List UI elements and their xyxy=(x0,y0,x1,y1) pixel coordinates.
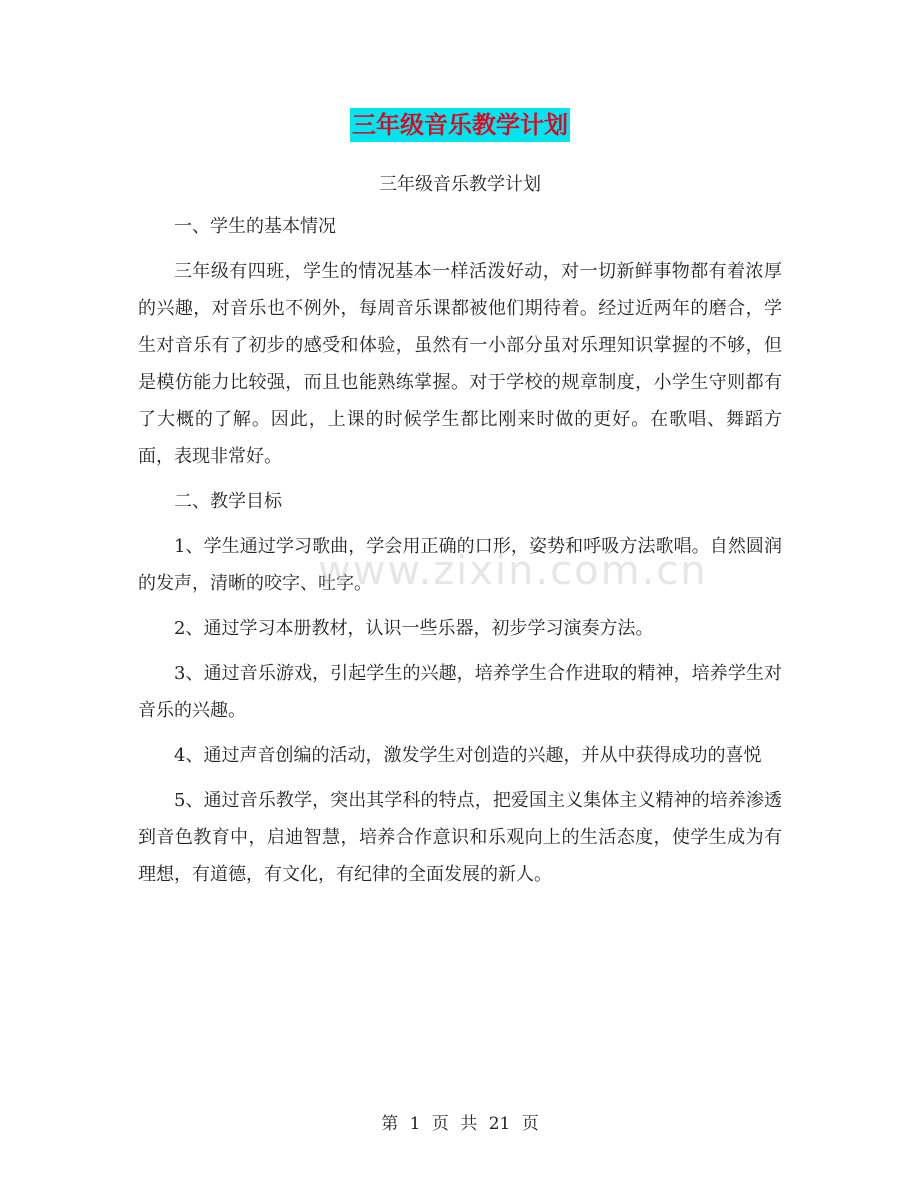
goal-item-2: 2、通过学习本册教材，认识一些乐器，初步学习演奏方法。 xyxy=(174,618,654,639)
section-heading-teaching-goals: 二、教学目标 xyxy=(174,491,282,512)
document-subtitle: 三年级音乐教学计划 xyxy=(379,174,541,195)
goal-item-1: 1、学生通过学习歌曲，学会用正确的口形，姿势和呼吸方法歌唱。自然圆润的发声，清晰的咬字、吐字。 xyxy=(138,536,782,594)
page-footer: 第 1 页 共 21 页 xyxy=(381,1114,539,1134)
goal-item-4: 4、通过声音创编的活动，激发学生对创造的兴趣，并从中获得成功的喜悦 xyxy=(174,745,762,766)
goal-item-3: 3、通过音乐游戏，引起学生的兴趣，培养学生合作进取的精神，培养学生对音乐的兴趣。 xyxy=(138,663,782,721)
goal-item-5: 5、通过音乐教学，突出其学科的特点，把爱国主义集体主义精神的培养渗透到音色教育中，启迪智慧，培养合作意识和乐观向上的生活态度，使学生成为有理想，有道德，有文化，有纪律的全面发展的新人。 xyxy=(138,790,782,885)
title-container xyxy=(0,108,920,142)
document-title: 三年级音乐教学计划 xyxy=(350,108,570,142)
paragraph-basic-situation: 三年级有四班，学生的情况基本一样活泼好动，对一切新鲜事物都有着浓厚的兴趣，对音乐也不例外，每周音乐课都被他们期待着。经过近两年的磨合，学生对音乐有了初步的感受和体验，虽然有一小部分虽对乐理知识掌握的不够，但是模仿能力比较强，而且也能熟练掌握。对于学校的规章制度，小学生守则都有了大概的了解。因此，上课的时候学生都比刚来时做的更好。在歌唱、舞蹈方面，表现非常好。 xyxy=(138,261,782,467)
section-heading-basic-situation: 一、学生的基本情况 xyxy=(174,216,336,237)
document-body xyxy=(138,208,782,901)
watermark: www.zixin.com.cn xyxy=(318,548,708,594)
